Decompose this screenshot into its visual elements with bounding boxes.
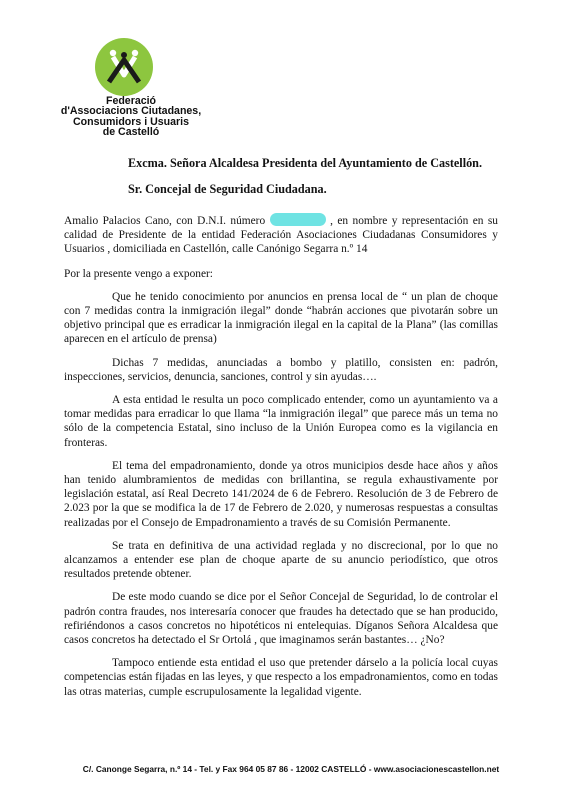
paragraph-registration: El tema del empadronamiento, donde ya otros municipios desde hace años y años han tenido alumbramientos de medidas con brillantina, se regula exhaustivamente por legislación estatal, así Real Decreto 141/2024 de 6 de Febrero. Resolución de 3 de Febrero de 2.023 por la que se modifica la de 17 de Febrero de 2.020, y numerosas respuestas a consultas realizadas por el Consejo de Empadronamiento a través de su Comisión Permanente. (64, 459, 498, 529)
paragraph-fraud-control: De este modo cuando se dice por el Señor Concejal de Seguridad, lo de controlar el padrón contra fraudes, nos interesaría conocer que fraudes ha detectado que se han producido, refiriéndonos a casos concretos no hipotéticos ni entelequias. Díganos Señora Alcaldesa que casos concretos ha detectado el Sr Ortolá , que imaginamos serán bastantes… ¿No? (64, 591, 498, 647)
letter-body (64, 213, 498, 708)
paragraph-sender (64, 213, 498, 257)
organization-name (46, 96, 216, 138)
org-name-line-4: de Castelló (102, 126, 160, 139)
org-name-line-2: d'Associacions Ciutadanes, (60, 105, 202, 118)
footer-contact: C/. Canonge Segarra, n.º 14 - Tel. y Fax 964 05 87 86 - 12002 CASTELLÓ - www.asociacionescastellon.net (82, 764, 500, 774)
addressee-mayor: Excma. Señora Alcaldesa Presidenta del Ayuntamiento de Castellón. (128, 156, 482, 170)
federation-logo (95, 38, 153, 96)
sender-intro: Amalio Palacios Cano, con D.N.I. número (64, 215, 266, 227)
org-name-line-1: Federació (105, 95, 157, 107)
addressee-block (128, 150, 482, 202)
paragraph-exposition-intro: Por la presente vengo a exponer: (64, 267, 213, 280)
paragraph-seven-measures: Dichas 7 medidas, anunciadas a bombo y platillo, consisten en: padrón, inspecciones, servicios, denuncia, sanciones, control y sin ayudas…. (64, 356, 498, 383)
paragraph-regulated-activity: Se trata en definitiva de una actividad reglada y no discrecional, por lo que no alcanzamos a entender ese plan de choque aparte de su anuncio periodístico, que otros resultados pretende obtener. (64, 539, 498, 581)
paragraph-press-announcement: Que he tenido conocimiento por anuncios en prensa local de “ un plan de choque con 7 medidas contra la inmigración ilegal” donde “habrán acciones que pivotarán sobre un objetivo principal que es erradicar la inmigración ilegal en la capital de la Plana” (las comillas aparecen en el artículo de prensa) (64, 290, 498, 346)
redacted-id-number (270, 213, 326, 226)
paragraph-competence: A esta entidad le resulta un poco complicado entender, como un ayuntamiento va a tomar medidas para erradicar lo que llama “la inmigración ilegal” que parece más un tema no sólo de la competencia Estatal, sino incluso de la Unión Europea como es la vigilancia en fronteras. (64, 394, 498, 449)
addressee-councillor: Sr. Concejal de Seguridad Ciudadana. (128, 182, 327, 196)
org-name-line-3: Consumidors i Usuaris (73, 115, 189, 128)
paragraph-local-police: Tampoco entiende esta entidad el uso que pretender dárselo a la policía local cuyas competencias están fijadas en las leyes, y que respecto a los empadronamientos, como en todas las otras materias, cumple escrupulosamente la legalidad vigente. (64, 657, 498, 698)
sender-details: , en nombre y representación en su calidad de Presidente de la entidad Federación Asociaciones Ciudadanas Consumidores y Usuarios , domiciliada en Castellón, calle Canónigo Segarra n.º 14 (64, 215, 498, 256)
